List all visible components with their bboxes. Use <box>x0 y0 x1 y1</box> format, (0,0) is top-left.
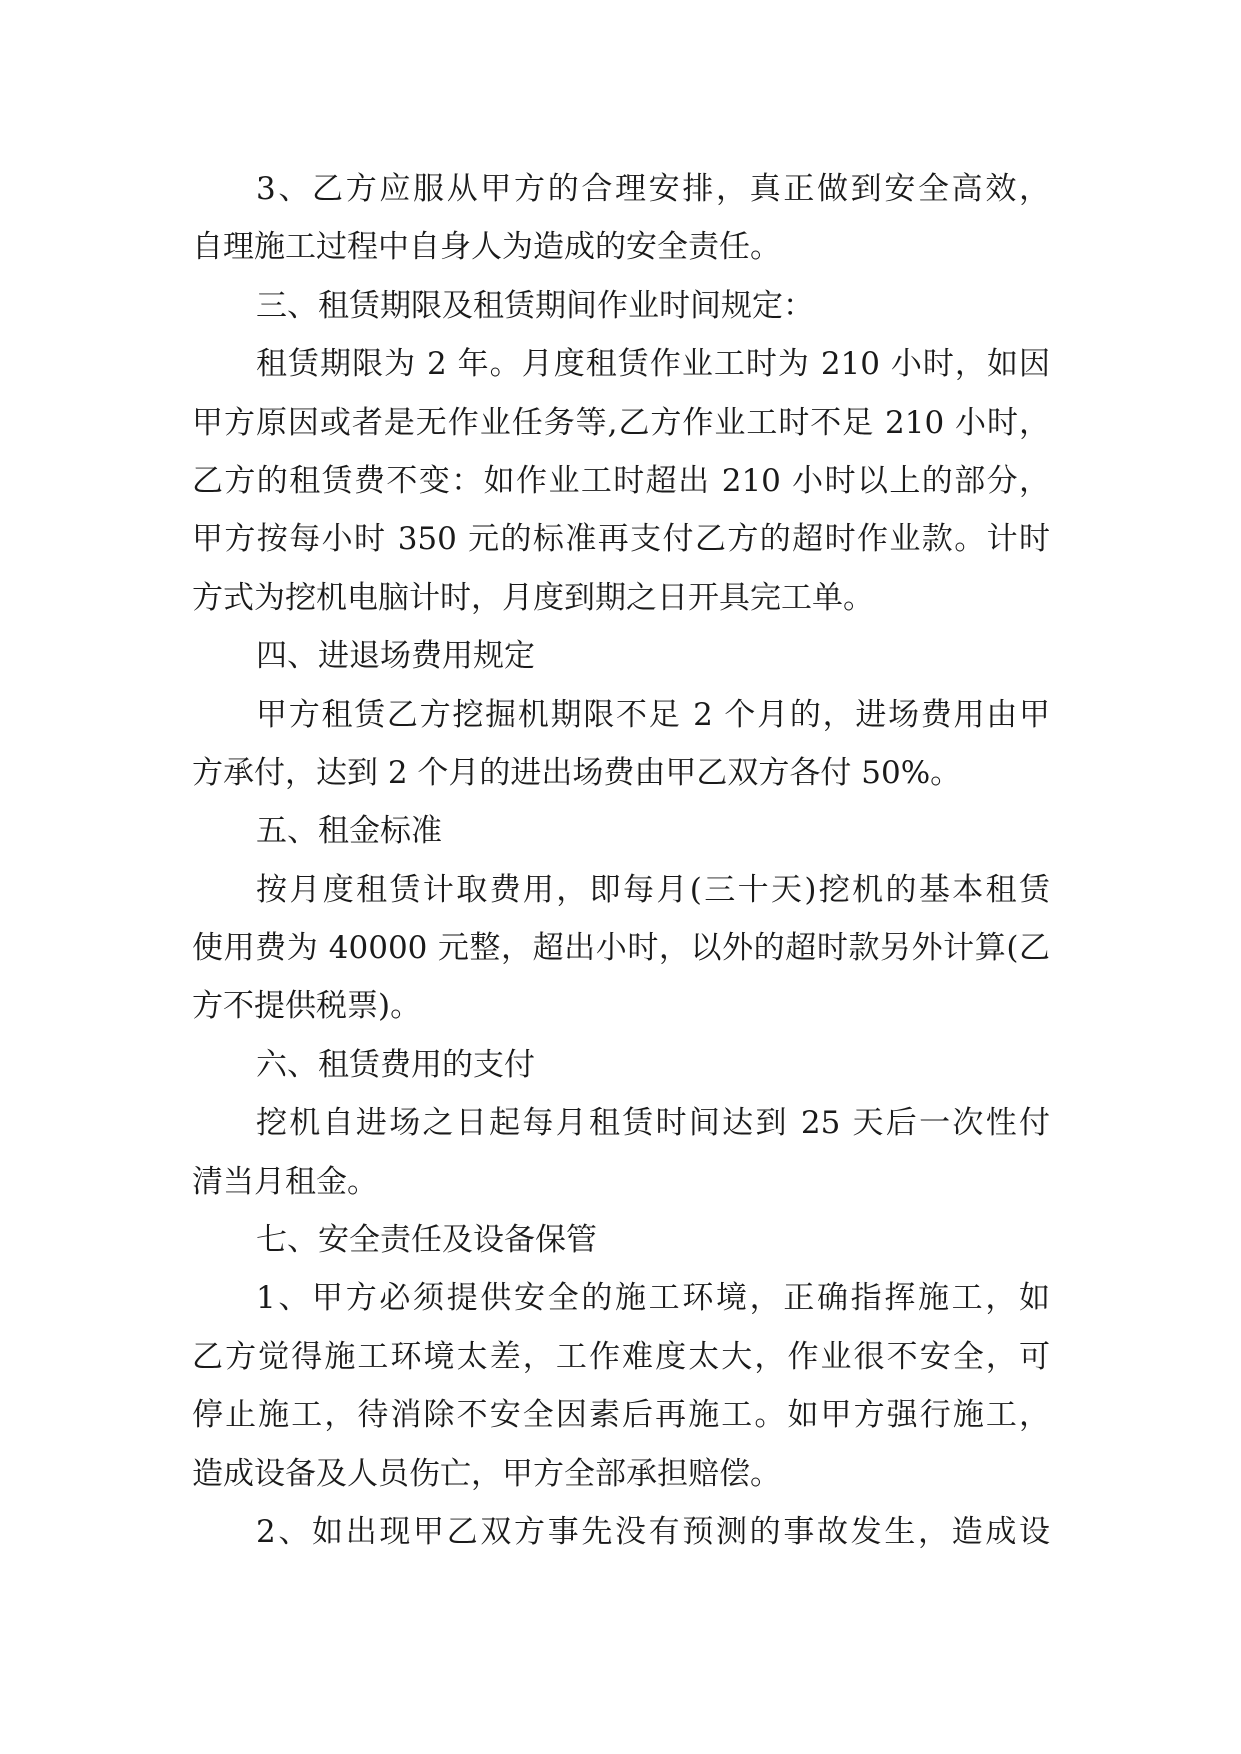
text-line: 3、乙方应服从甲方的合理安排，真正做到安全高效， <box>256 171 1050 207</box>
section-heading: 五、租金标准 <box>256 813 442 850</box>
section-heading: 六、租赁费用的支付 <box>256 1046 535 1083</box>
text-line: 清当月租金。 <box>192 1163 378 1200</box>
document-body <box>192 160 1050 1561</box>
text-line: 甲方租赁乙方挖掘机期限不足 2 个月的，进场费用由甲 <box>256 696 1050 733</box>
text-line: 租赁期限为 2 年。月度租赁作业工时为 210 小时，如因 <box>256 346 1050 383</box>
text-line: 甲方按每小时 350 元的标准再支付乙方的超时作业款。计时 <box>192 521 1050 558</box>
text-line: 2、如出现甲乙双方事先没有预测的事故发生，造成设 <box>256 1513 1050 1550</box>
text-line: 造成设备及人员伤亡，甲方全部承担赔偿。 <box>192 1455 781 1492</box>
text-line: 方不提供税票)。 <box>192 988 422 1025</box>
text-line: 方式为挖机电脑计时，月度到期之日开具完工单。 <box>192 579 874 616</box>
text-line: 方承付，达到 2 个月的进出场费由甲乙双方各付 50%。 <box>192 754 962 791</box>
text-line: 停止施工，待消除不安全因素后再施工。如甲方强行施工， <box>192 1397 1050 1434</box>
section-heading: 七、安全责任及设备保管 <box>256 1222 597 1259</box>
section-heading: 三、租赁期限及租赁期间作业时间规定： <box>256 287 814 324</box>
text-line: 1、甲方必须提供安全的施工环境，正确指挥施工，如 <box>256 1280 1050 1317</box>
text-line: 使用费为 40000 元整，超出小时，以外的超时款另外计算(乙 <box>192 930 1050 967</box>
section-heading: 四、进退场费用规定 <box>256 638 535 675</box>
text-line: 甲方原因或者是无作业任务等,乙方作业工时不足 210 小时， <box>192 404 1050 441</box>
text-line: 按月度租赁计取费用，即每月(三十天)挖机的基本租赁 <box>256 871 1050 908</box>
text-line: 乙方觉得施工环境太差，工作难度太大，作业很不安全，可 <box>192 1338 1050 1375</box>
text-line: 自理施工过程中自身人为造成的安全责任。 <box>192 229 781 266</box>
text-line: 乙方的租赁费不变：如作业工时超出 210 小时以上的部分， <box>192 462 1050 499</box>
text-line: 挖机自进场之日起每月租赁时间达到 25 天后一次性付 <box>256 1105 1050 1142</box>
